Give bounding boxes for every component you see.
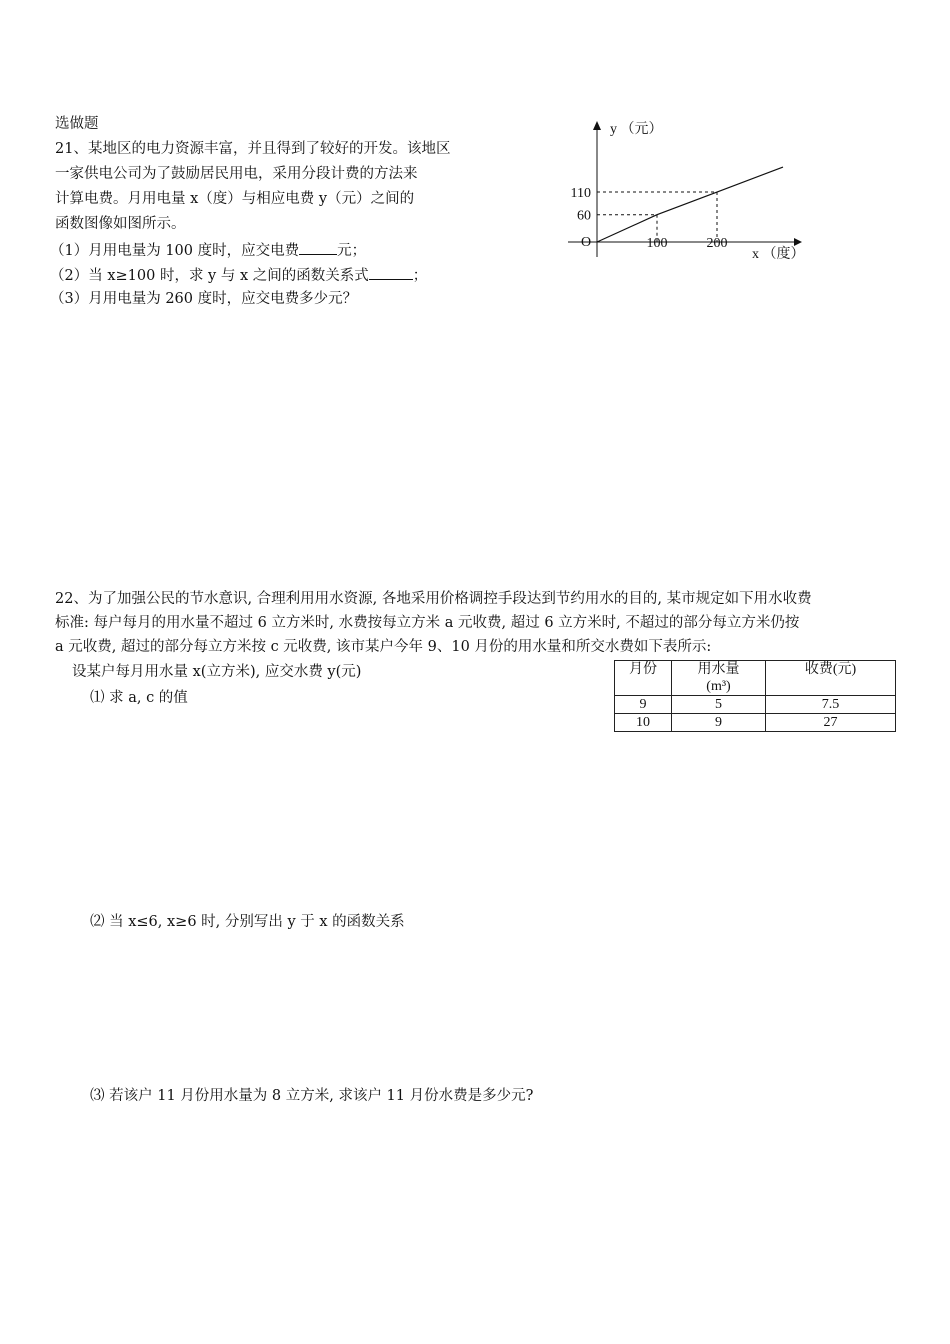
table-cell: 9 [672, 714, 766, 732]
chart-axes [568, 121, 802, 257]
table-header-row [615, 661, 896, 696]
q21-part-2-text: （2）当 x≥100 时，求 y 与 x 之间的函数关系式 [50, 268, 369, 284]
table-header-usage-label: 用水量 [697, 662, 740, 677]
fee-line [597, 167, 783, 242]
answer-blank-2[interactable] [369, 265, 413, 280]
chart-labels [571, 121, 805, 262]
table-header-usage-unit: (m³) [706, 679, 731, 694]
table-cell: 7.5 [766, 696, 896, 714]
chart-marks [597, 167, 783, 242]
answer-blank-1[interactable] [299, 240, 337, 255]
origin-label: O [581, 235, 592, 250]
table-cell: 9 [615, 696, 672, 714]
table-header-month: 月份 [615, 661, 672, 696]
q22-stem-line-1: 22、为了加强公民的节水意识, 合理利用用水资源, 各地采用价格调控手段达到节约用水的目的, 某市规定如下用水收费 [55, 591, 812, 607]
table-cell: 27 [766, 714, 896, 732]
q21-part-1-unit: 元； [337, 243, 367, 259]
electricity-fee-chart [560, 115, 810, 265]
section-title: 选做题 [55, 116, 99, 132]
table-row [615, 696, 896, 714]
x-tick-label: 100 [646, 236, 668, 251]
q21-part-2-end: ； [412, 268, 428, 284]
q21-part-2 [50, 265, 427, 285]
y-axis-arrow [593, 121, 601, 130]
q21-stem-line-4: 函数图像如图所示。 [55, 216, 186, 232]
q21-part-3: （3）月用电量为 260 度时，应交电费多少元？ [50, 291, 358, 307]
table-cell: 5 [672, 696, 766, 714]
q21-part-1-text: （1）月用电量为 100 度时，应交电费 [50, 243, 300, 259]
water-fee-table [614, 660, 896, 732]
q22-part-1: ⑴ 求 a, c 的值 [90, 690, 188, 706]
chart-guides [597, 192, 717, 242]
x-axis-arrow [794, 238, 802, 246]
q22-part-2: ⑵ 当 x≤6, x≥6 时, 分别写出 y 于 x 的函数关系 [90, 914, 405, 930]
table-row [615, 714, 896, 732]
y-tick-label: 110 [570, 186, 591, 202]
table-header-usage [672, 661, 766, 696]
y-tick-label: 60 [577, 208, 591, 224]
q21-stem-line-2: 一家供电公司为了鼓励居民用电，采用分段计费的方法来 [55, 166, 418, 182]
q22-stem-line-3: a 元收费, 超过的部分每立方米按 c 元收费, 该市某户今年 9、10 月份的用水量和所交水费如下表所示: [55, 639, 712, 655]
x-axis-label: x （度） [752, 247, 805, 262]
q22-stem-line-2: 标准: 每户每月的用水量不超过 6 立方米时, 水费按每立方米 a 元收费, 超过 6 立方米时, 不超过的部分每立方米仍按 [55, 615, 800, 631]
q21-stem-line-1: 21、某地区的电力资源丰富，并且得到了较好的开发。该地区 [55, 141, 451, 157]
q22-part-3: ⑶ 若该户 11 月份用水量为 8 立方米, 求该户 11 月份水费是多少元? [90, 1088, 534, 1104]
q21-part-1 [50, 240, 366, 260]
table-cell: 10 [615, 714, 672, 732]
y-axis-label: y （元） [610, 122, 663, 137]
q21-stem-line-3: 计算电费。月用电量 x（度）与相应电费 y（元）之间的 [55, 191, 415, 207]
table-header-fee: 收费(元) [766, 661, 896, 696]
x-tick-label: 200 [706, 236, 728, 251]
q22-setup: 设某户每月用水量 x(立方米), 应交水费 y(元) [72, 664, 362, 680]
